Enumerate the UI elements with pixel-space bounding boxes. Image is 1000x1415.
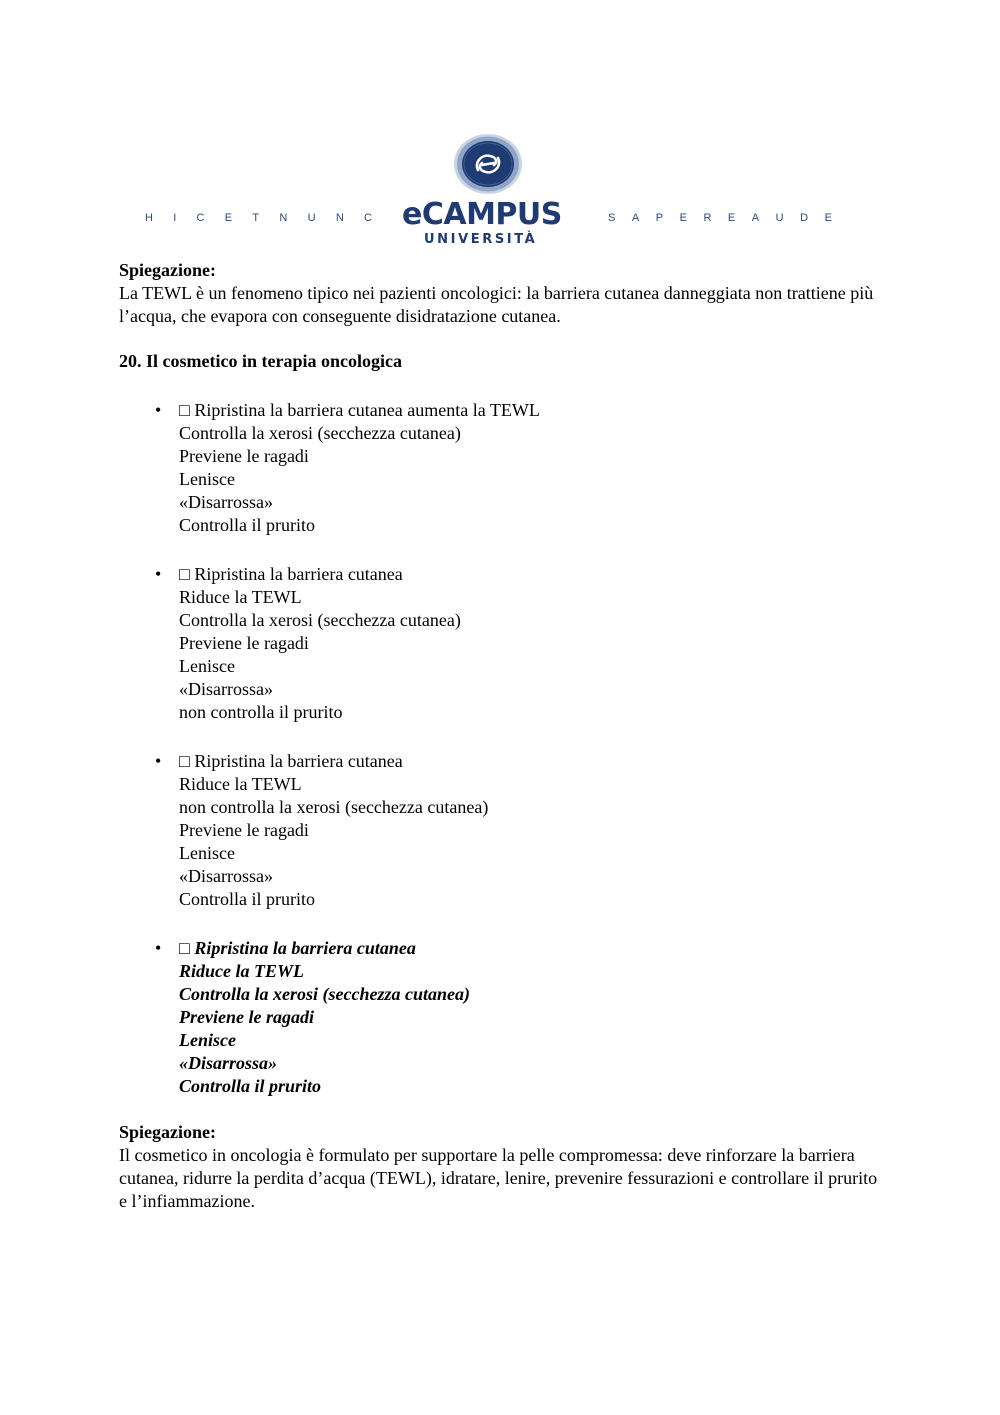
- option-line: «Disarrossa»: [179, 1053, 278, 1073]
- page-header: [0, 130, 1000, 255]
- motto-right-letter: E: [727, 212, 736, 224]
- option-line: [179, 750, 889, 773]
- option-line: «Disarrossa»: [179, 492, 273, 512]
- explanation-text: Il cosmetico in oncologia è formulato per supportare la pelle compromessa: deve rinforzare la barriera cutanea, ridurre la perdita d’acqua (TEWL), idratare, lenire, prevenire fessurazioni e controllare il prurito e l’infiammazione.: [119, 1145, 878, 1211]
- answer-options: [119, 399, 889, 1098]
- option-line-text: Ripristina la barriera cutanea: [194, 938, 416, 958]
- motto-right-letter: U: [775, 212, 784, 224]
- answer-option: [119, 399, 889, 537]
- motto-right-letter: E: [679, 212, 687, 224]
- checkbox-icon[interactable]: □: [179, 938, 190, 958]
- option-line: Controlla il prurito: [179, 889, 315, 909]
- university-seal-icon: [452, 132, 524, 196]
- motto-right-letter: R: [703, 212, 712, 224]
- bullet-icon: •: [155, 400, 162, 420]
- option-line: [179, 563, 889, 586]
- option-line: Controlla il prurito: [179, 1076, 322, 1096]
- bullet-icon: •: [155, 938, 162, 958]
- option-line: «Disarrossa»: [179, 866, 273, 886]
- option-line: «Disarrossa»: [179, 679, 273, 699]
- motto-right-letter: E: [824, 212, 832, 224]
- motto-left-letter: U: [307, 212, 316, 224]
- question-title: 20. Il cosmetico in terapia oncologica: [119, 351, 402, 371]
- option-line: Previene le ragadi: [179, 1007, 314, 1027]
- motto-right-letter: A: [631, 212, 640, 224]
- answer-option: [119, 750, 889, 911]
- option-line: Lenisce: [179, 843, 235, 863]
- option-line: Controlla la xerosi (secchezza cutanea): [179, 984, 470, 1004]
- motto-right-letter: D: [800, 212, 809, 224]
- option-line: Controlla il prurito: [179, 515, 315, 535]
- option-line: Riduce la TEWL: [179, 587, 302, 607]
- motto-right-letter: P: [655, 212, 664, 224]
- motto-left-letter: C: [364, 212, 372, 224]
- brand-logo-subtitle: UNIVERSITÀ: [424, 232, 538, 247]
- explanation-label: Spiegazione:: [119, 1122, 216, 1142]
- motto-right-letter: S: [608, 212, 616, 224]
- option-line: Previene le ragadi: [179, 633, 309, 653]
- option-line: Lenisce: [179, 469, 235, 489]
- motto-right: [608, 212, 832, 224]
- option-line: Controlla la xerosi (secchezza cutanea): [179, 610, 461, 630]
- option-line: [179, 399, 889, 422]
- option-line: Controlla la xerosi (secchezza cutanea): [179, 423, 461, 443]
- checkbox-icon[interactable]: □: [179, 751, 190, 771]
- option-line-text: Ripristina la barriera cutanea aumenta la TEWL: [194, 400, 540, 420]
- option-line: Previene le ragadi: [179, 446, 309, 466]
- explanation-label: Spiegazione:: [119, 260, 216, 280]
- bullet-icon: •: [155, 751, 162, 771]
- option-line: Riduce la TEWL: [179, 774, 302, 794]
- checkbox-icon[interactable]: □: [179, 564, 190, 584]
- answer-option-correct: [119, 937, 889, 1098]
- motto-left-letter: N: [279, 212, 288, 224]
- option-line: non controlla la xerosi (secchezza cutanea): [179, 797, 489, 817]
- motto-left: [145, 212, 372, 224]
- explanation-text: La TEWL è un fenomeno tipico nei pazienti oncologici: la barriera cutanea danneggiata non trattiene più l’acqua, che evapora con conseguente disidratazione cutanea.: [119, 283, 874, 326]
- option-line: Riduce la TEWL: [179, 961, 304, 981]
- option-line: Previene le ragadi: [179, 820, 309, 840]
- option-line-text: Ripristina la barriera cutanea: [194, 564, 403, 584]
- answer-option: [119, 563, 889, 724]
- motto-left-letter: N: [335, 212, 344, 224]
- option-line: Lenisce: [179, 1030, 236, 1050]
- motto-left-letter: C: [196, 212, 205, 224]
- motto-left-letter: H: [145, 212, 153, 224]
- checkbox-icon[interactable]: □: [179, 400, 190, 420]
- option-line: non controlla il prurito: [179, 702, 343, 722]
- motto-left-letter: I: [173, 212, 177, 224]
- bullet-icon: •: [155, 564, 162, 584]
- option-line: [179, 937, 889, 960]
- document-body: [119, 259, 889, 1213]
- motto-right-letter: A: [751, 212, 760, 224]
- option-line: Lenisce: [179, 656, 235, 676]
- motto-left-letter: T: [252, 212, 260, 224]
- option-line-text: Ripristina la barriera cutanea: [194, 751, 403, 771]
- brand-logo-text: eCAMPUS: [402, 197, 562, 232]
- motto-left-letter: E: [224, 212, 233, 224]
